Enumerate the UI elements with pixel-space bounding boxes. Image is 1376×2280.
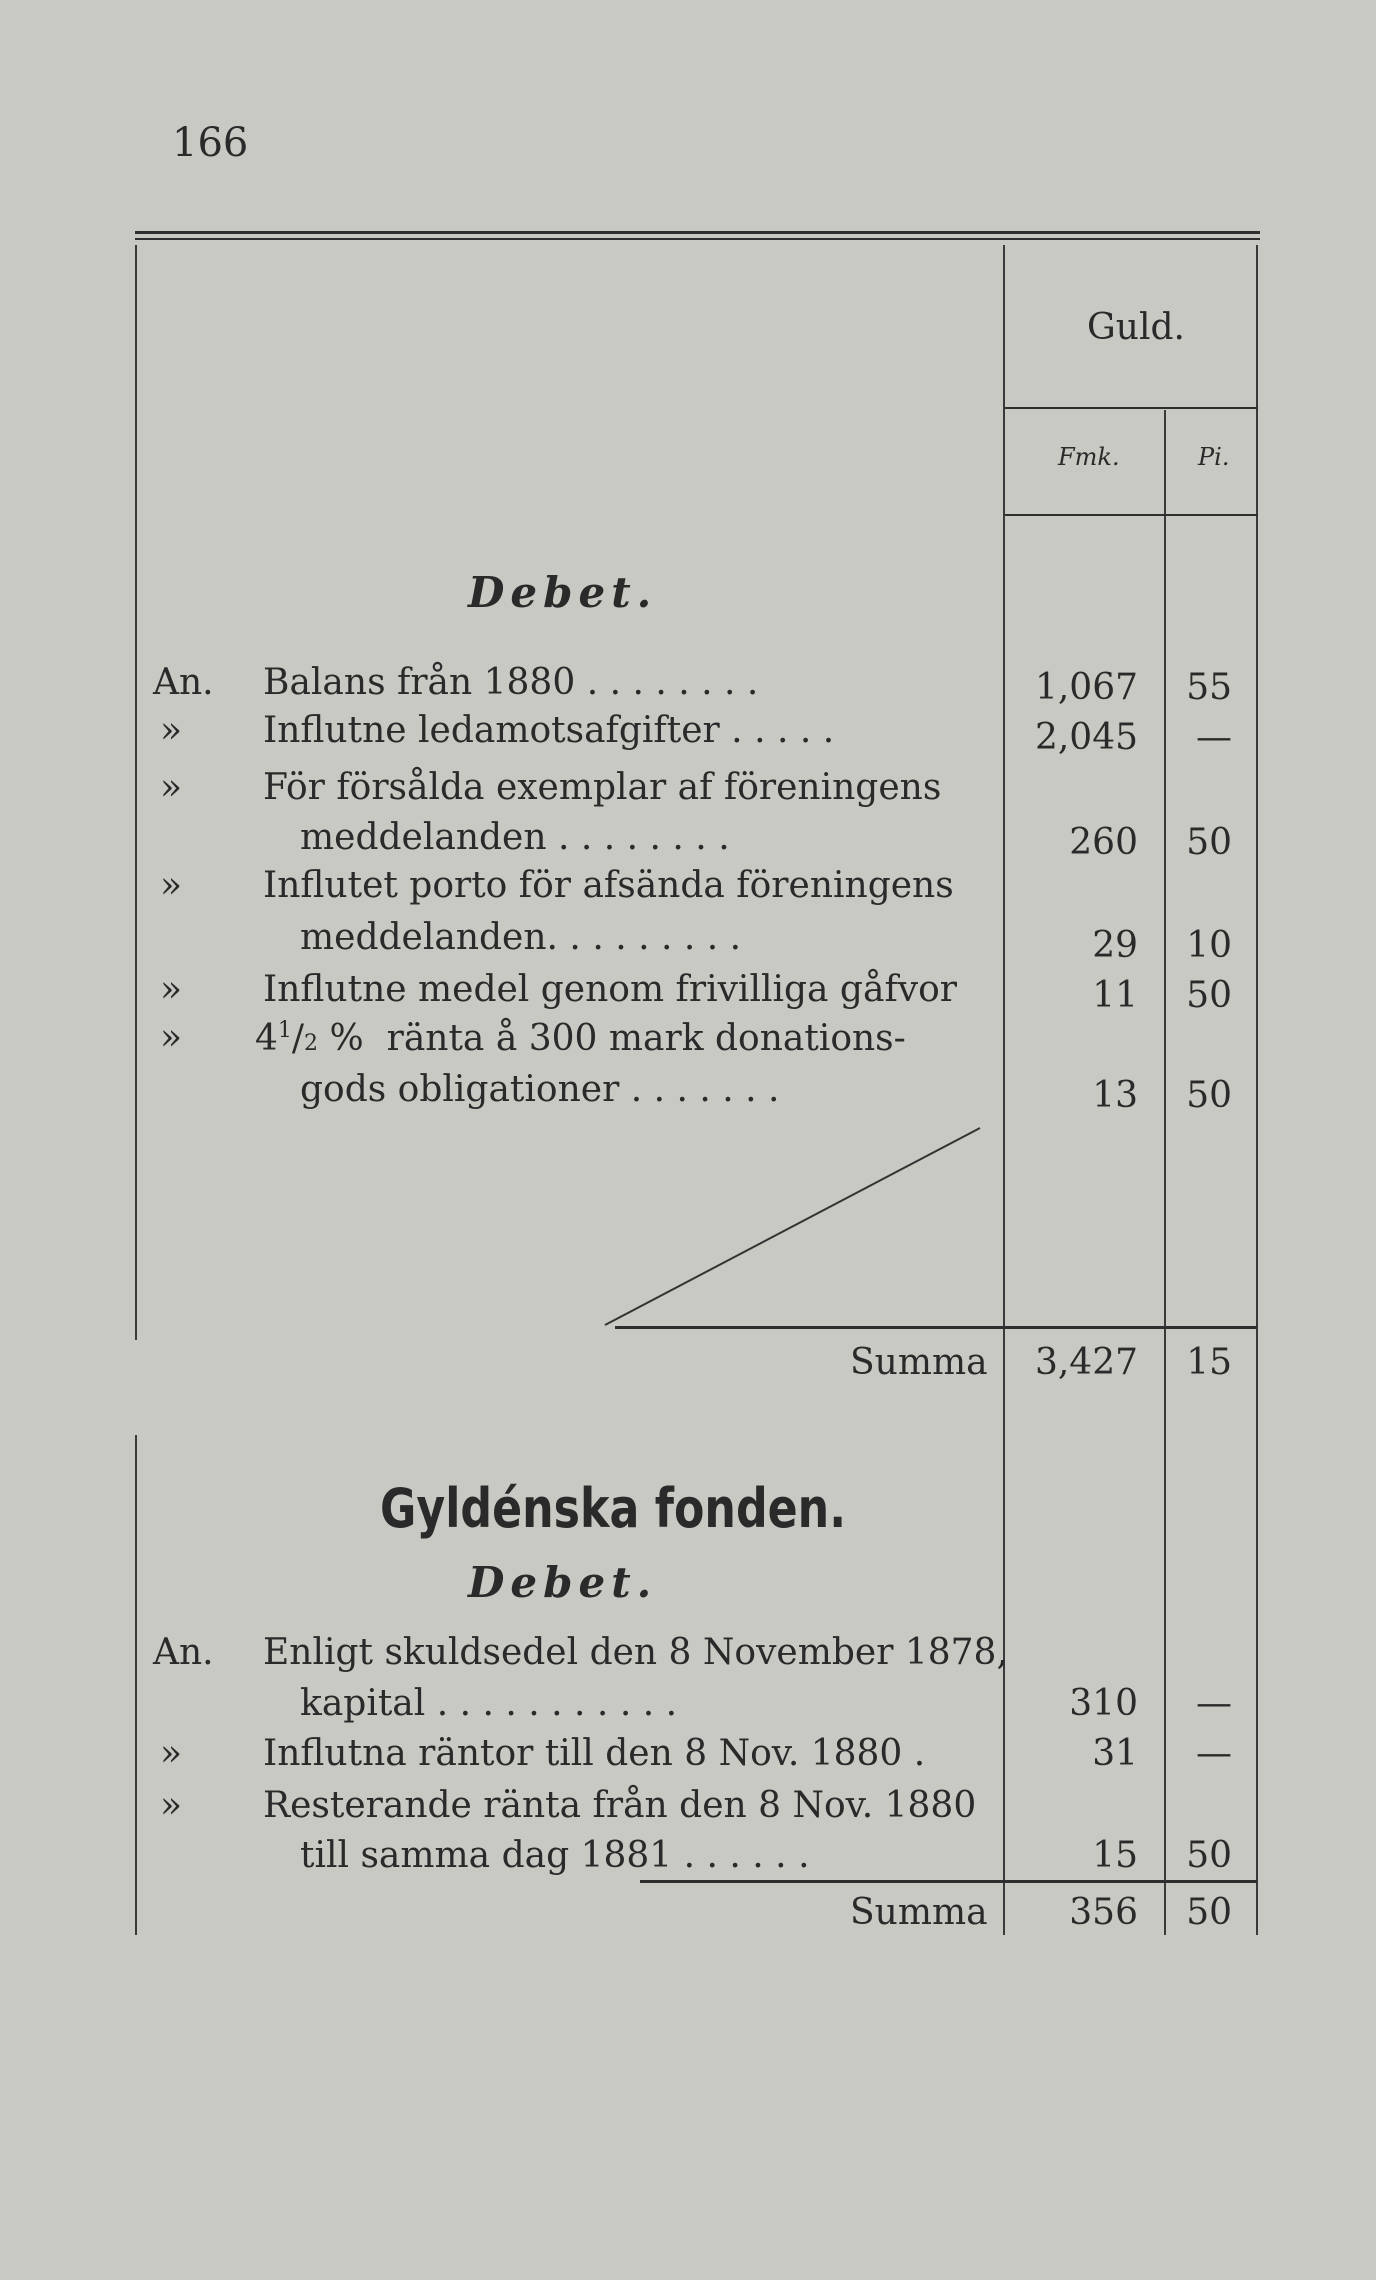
row-text-cont-label: meddelanden: [300, 917, 547, 958]
mk-column-line: [1003, 245, 1005, 1935]
row-mk: 260: [1069, 822, 1138, 863]
row-text-cont-label: till samma dag 1881: [300, 1835, 673, 1876]
debet-heading-2: Debet.: [468, 1558, 658, 1607]
summa-pi-2: 50: [1186, 1892, 1232, 1933]
row-text: För försålda exemplar af föreningens: [263, 767, 942, 808]
row-pi: 50: [1186, 1075, 1232, 1116]
row-pi: 50: [1186, 822, 1232, 863]
row-prefix: »: [160, 969, 183, 1010]
row-pi: —: [1196, 717, 1232, 758]
row-text-cont: gods obligationer . . . . . . .: [300, 1069, 780, 1110]
fund-title: Gyldénska fonden.: [380, 1477, 847, 1540]
top-rule-2: [135, 238, 1260, 240]
row-text: Influtet porto för afsända föreningens: [263, 865, 954, 906]
row-mk: 2,045: [1034, 717, 1138, 758]
header-rule: [1005, 407, 1258, 409]
diagonal-fill-line: [600, 1120, 990, 1335]
row-mk: 310: [1069, 1683, 1138, 1724]
row-text-cont-label: meddelanden: [300, 817, 547, 858]
row-text-cont: kapital . . . . . . . . . . .: [300, 1683, 678, 1724]
row-text-cont-label: gods obligationer: [300, 1069, 620, 1110]
row-mk: 1,067: [1034, 667, 1138, 708]
row-text: Enligt skuldsedel den 8 November 1878,: [263, 1632, 1008, 1673]
summa-label-2: Summa: [850, 1892, 988, 1933]
left-border-lower: [135, 1435, 137, 1935]
page-number: 166: [172, 120, 249, 166]
row-text: Influtne ledamotsafgifter . . . . .: [263, 710, 835, 751]
row-prefix: An.: [153, 1632, 214, 1673]
currency-header: Guld.: [1087, 307, 1185, 348]
row-text: $4^1/2$ % ränta å 300 mark donations-: [255, 1018, 906, 1059]
row-text: Influtna räntor till den 8 Nov. 1880 .: [263, 1733, 926, 1774]
row-text-label: Balans från 1880: [263, 662, 576, 703]
summa-rule: [615, 1326, 1257, 1329]
right-border: [1256, 245, 1258, 1935]
row-pi: —: [1196, 1733, 1232, 1774]
row-mk: 29: [1092, 925, 1138, 966]
rate-integer: 4: [255, 1018, 278, 1059]
row-pi: 55: [1186, 667, 1232, 708]
row-pi: —: [1196, 1683, 1232, 1724]
row-prefix: »: [160, 865, 183, 906]
row-text: Balans från 1880 . . . . . . . .: [263, 662, 759, 703]
row-mk: 15: [1092, 1835, 1138, 1876]
row-pi: 50: [1186, 975, 1232, 1016]
row-text-label: Influtne ledamotsafgifter: [263, 710, 720, 751]
mk-header: Fmk.: [1058, 443, 1120, 471]
row-prefix: »: [160, 1785, 183, 1826]
row-text-label: Influtna räntor till den 8 Nov. 1880: [263, 1733, 903, 1774]
top-rule: [135, 231, 1260, 234]
row-pi: 10: [1186, 925, 1232, 966]
summa-rule-2: [640, 1880, 1257, 1883]
row-prefix: »: [160, 1017, 183, 1058]
row-mk: 13: [1092, 1075, 1138, 1116]
rate-denominator: 2: [304, 1031, 319, 1056]
summa-mk: 3,427: [1034, 1342, 1138, 1383]
summa-pi: 15: [1186, 1342, 1232, 1383]
header-rule-2: [1005, 514, 1258, 516]
percent-sign: %: [329, 1018, 364, 1059]
row-text-cont: meddelanden. . . . . . . . .: [300, 917, 742, 958]
row-text-cont: till samma dag 1881 . . . . . .: [300, 1835, 810, 1876]
row-prefix: »: [160, 1733, 183, 1774]
pi-header: Pi.: [1198, 443, 1230, 471]
rate-numerator: 1: [277, 1018, 292, 1043]
summa-label: Summa: [850, 1342, 988, 1383]
row-text-cont: meddelanden . . . . . . . .: [300, 817, 730, 858]
row-mk: 11: [1092, 975, 1138, 1016]
row-pi: 50: [1186, 1835, 1232, 1876]
row-mk: 31: [1092, 1733, 1138, 1774]
row-prefix: »: [160, 767, 183, 808]
row-prefix: An.: [153, 662, 214, 703]
row-text: Resterande ränta från den 8 Nov. 1880: [263, 1785, 977, 1826]
debet-heading: Debet.: [468, 568, 658, 617]
left-border: [135, 245, 137, 1340]
row-text: Influtne medel genom frivilliga gåfvor: [263, 969, 957, 1010]
summa-mk-2: 356: [1069, 1892, 1138, 1933]
row-text-label: ränta å 300 mark donations-: [386, 1018, 906, 1059]
pi-column-line: [1164, 410, 1166, 1935]
row-text-cont-label: kapital: [300, 1683, 426, 1724]
row-prefix: »: [160, 710, 183, 751]
